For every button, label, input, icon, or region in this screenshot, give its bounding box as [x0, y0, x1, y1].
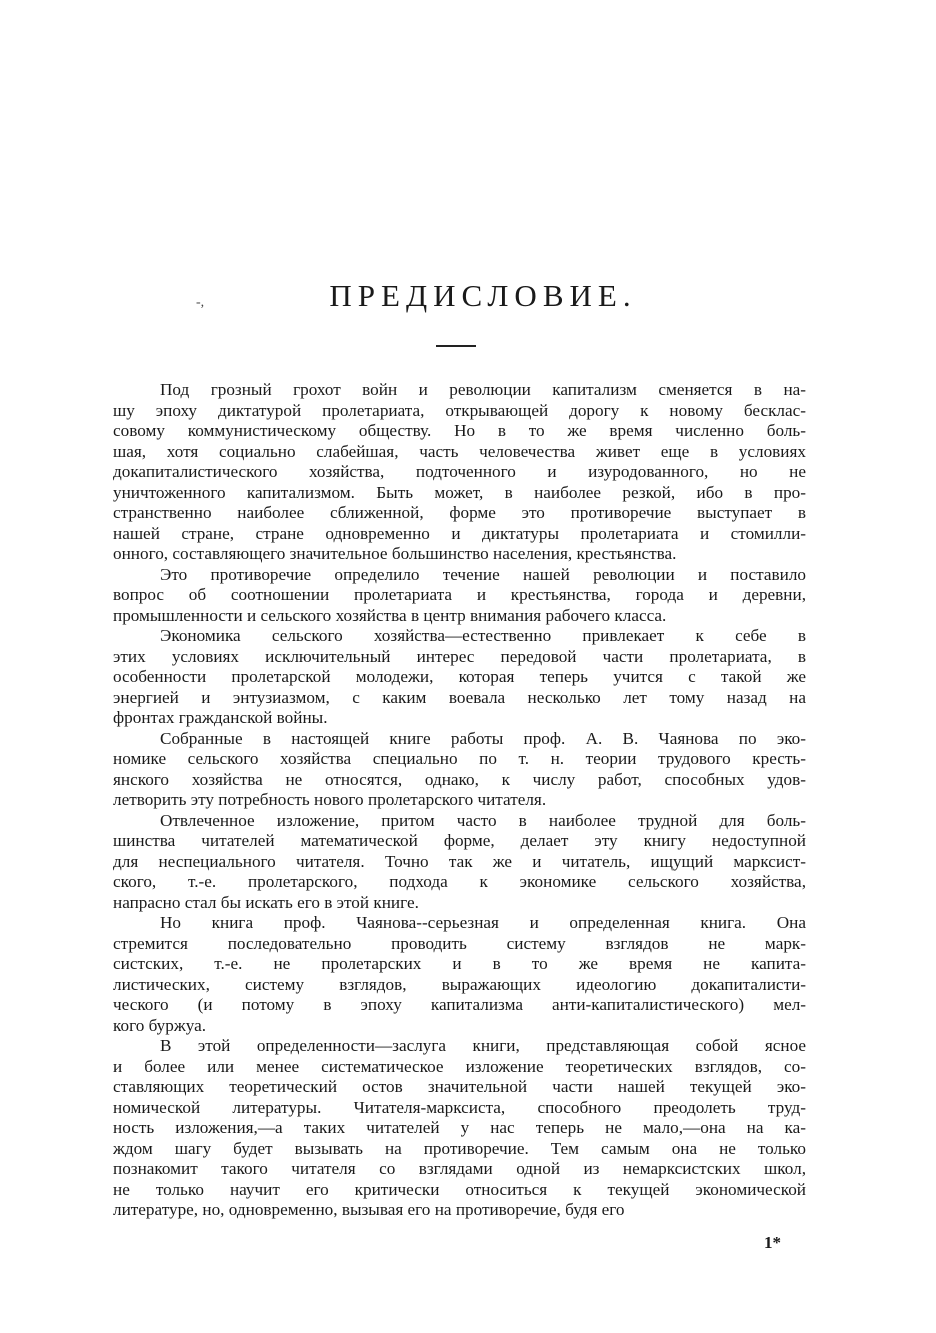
text-line: кого буржуа.	[113, 1015, 207, 1035]
text-line: шинства читателей математической форме, делает эту книгу недоступной	[113, 831, 806, 850]
text-line: уничтоженного капитализмом. Быть может, в наиболее резкой, ибо в про-	[113, 482, 806, 502]
text-line: онного, составляющего значительное большинство населения, крестьянства.	[113, 544, 677, 563]
text-line: номической литературы. Читателя-марксиста, способного преодолеть труд-	[113, 1097, 806, 1117]
text-line: фронтах гражданской войны.	[113, 708, 328, 727]
text-line: и более или менее систематическое изложение теоретических взглядов, со-	[113, 1056, 806, 1076]
text-line: Экономика сельского хозяйства—естественно привлекает к себе в	[160, 626, 806, 645]
text-line: В этой определенности—заслуга книги, представляющая собой ясное	[160, 1036, 806, 1055]
text-line: не только научит его критически относиться к текущей экономической	[113, 1179, 806, 1199]
text-line: напрасно стал бы искать его в этой книге.	[113, 892, 419, 912]
title-divider	[436, 345, 476, 347]
text-line: этих условиях исключительный интерес передовой части пролетариата, в	[113, 646, 806, 666]
text-line: Отвлеченное изложение, притом часто в наиболее трудной для боль-	[160, 810, 806, 830]
text-line: листических, систему взглядов, выражающих идеологию докапиталисти-	[113, 974, 806, 994]
text-line: докапиталистического хозяйства, подточенного и изуродованного, но не	[113, 462, 806, 481]
text-line: шу эпоху диктатурой пролетариата, открывающей дорогу к новому бесклас-	[113, 400, 806, 420]
paragraph	[113, 626, 806, 729]
text-line: стремится последовательно проводить систему взглядов не марк-	[113, 933, 806, 953]
body-text	[113, 380, 806, 1221]
text-line: странственно наиболее сближенной, форме это противоречие выступает в	[113, 503, 806, 522]
text-line: литературе, но, одновременно, вызывая его на противоречие, будя его	[113, 1200, 625, 1219]
text-line: ность изложения,—а таких читателей у нас теперь не мало,—она на ка-	[113, 1118, 806, 1137]
text-line: ческого (и потому в эпоху капитализма анти-капиталистического) мел-	[113, 995, 806, 1014]
text-line: Под грозный грохот войн и революции капитализм сменяется в на-	[160, 380, 806, 399]
text-line: янского хозяйства не относятся, однако, к числу работ, способных удов-	[113, 769, 806, 789]
text-line: Собранные в настоящей книге работы проф. А. В. Чаянова по эко-	[160, 728, 806, 748]
text-line: промышленности и сельского хозяйства в центр внимания рабочего класса.	[113, 605, 667, 625]
paragraph	[113, 913, 806, 1036]
text-line: совому коммунистическому обществу. Но в то же время численно боль-	[113, 421, 806, 440]
paragraph	[113, 1036, 806, 1221]
text-line: шая, хотя социально слабейшая, часть человечества живет еще в условиях	[113, 441, 806, 461]
text-line: нашей стране, стране одновременно и диктатуры пролетариата и стомилли-	[113, 523, 806, 543]
text-line: особенности пролетарской молодежи, которая теперь учится с такой же	[113, 667, 806, 686]
text-line: энергией и энтузиазмом, с каким воевала несколько лет тому назад на	[113, 687, 806, 707]
text-line: познакомит такого читателя со взглядами одной из немарксистских школ,	[113, 1159, 806, 1178]
text-line: летворить эту потребность нового пролетарского читателя.	[113, 790, 547, 809]
text-line: номике сельского хозяйства специально по т. н. теории трудового кресть-	[113, 749, 806, 768]
paragraph	[113, 565, 806, 627]
text-line: ставляющих теоретический остов значительной части нашей текущей эко-	[113, 1077, 806, 1096]
text-line: Это противоречие определило течение нашей революции и поставило	[160, 564, 806, 584]
paragraph	[113, 729, 806, 811]
text-line: вопрос об соотношении пролетариата и крестьянства, города и деревни,	[113, 585, 806, 604]
stray-mark: -,	[196, 295, 205, 310]
page-number: 1*	[764, 1233, 781, 1252]
text-line: систских, т.-е. не пролетарских и в то же время не капита-	[113, 954, 806, 973]
text-line: для неспециального читателя. Точно так же и читатель, ищущий марксист-	[113, 851, 806, 871]
text-line: ждом шагу будет вызывать на противоречие. Тем самым она не только	[113, 1138, 806, 1158]
paragraph	[113, 380, 806, 565]
paragraph	[113, 811, 806, 914]
page-title: ПРЕДИСЛОВИЕ.	[329, 278, 637, 313]
text-line: ского, т.-е. пролетарского, подхода к экономике сельского хозяйства,	[113, 872, 806, 891]
text-line: Но книга проф. Чаянова--серьезная и определенная книга. Она	[160, 913, 806, 932]
